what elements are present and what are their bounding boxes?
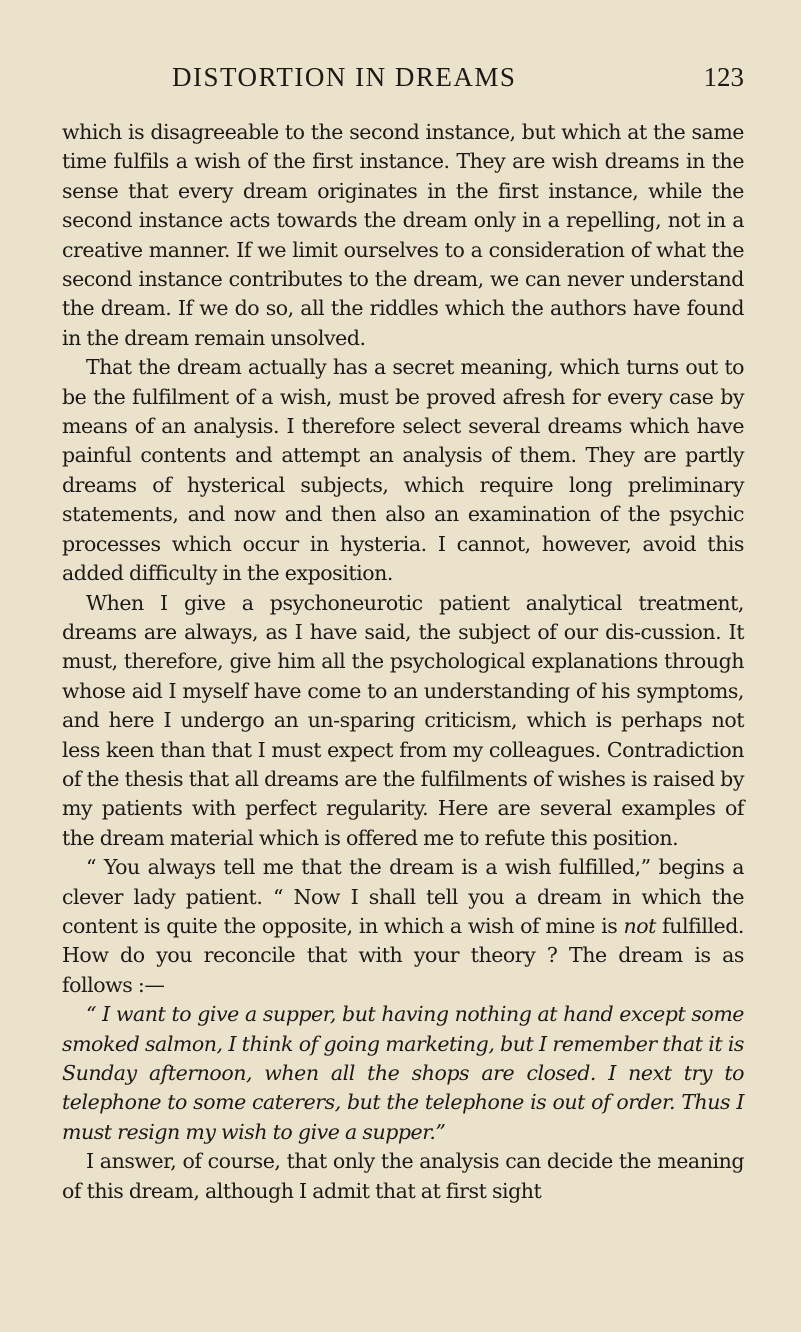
paragraph-lady-patient-end: fulfilled. How do you reconcile that with your theory ? The dream is as follows :— xyxy=(62,913,744,997)
page-number: 123 xyxy=(703,62,744,92)
emphasis-not: not xyxy=(623,913,656,938)
running-head xyxy=(72,62,744,102)
paragraph-secret-meaning: That the dream actually has a secret meaning, which turns out to be the fulfilment of a wish, must be proved afresh for every case by means of an analysis. I therefore select several dreams which have painful contents and attempt an analysis of them. They are partly dreams of hysterical subjects, which require long preliminary statements, and now and then also an examination of the psychic processes which occur in hysteria. I cannot, however, avoid this added difficulty in the exposition. xyxy=(62,355,744,586)
paragraph-lady-patient-start: “ You always tell me that the dream is a wish fulfilled,” begins a clever lady patient. “ Now I shall tell you a dream in which the content is quite the opposite, in which a wish of mine is xyxy=(62,855,744,938)
paragraph-psychoneurotic-patient: When I give a psychoneurotic patient analytical treatment, dreams are always, as I have said, the subject of our dis-cussion. It must, therefore, give him all the psychological explanations through whose aid I myself have come to an understanding of his symptoms, and here I undergo an un-sparing criticism, which is perhaps not less keen than that I must expect from my colleagues. Contradiction of the thesis that all dreams are the fulfilments of wishes is raised by my patients with perfect regularity. Here are several examples of the dream material which is offered me to refute this position. xyxy=(62,590,744,850)
paragraph-continuation: which is disagreeable to the second instance, but which at the same time fulfils a wish of the first instance. They are wish dreams in the sense that every dream originates in the first instance, while the second instance acts towards the dream only in a repelling, not in a creative manner. If we limit ourselves to a consideration of what the second instance contributes to the dream, we can never understand the dream. If we do so, all the riddles which the authors have found in the dream remain unsolved. xyxy=(62,120,744,350)
chapter-running-title: DISTORTION IN DREAMS xyxy=(172,62,517,92)
dream-quote-supper: “ I want to give a supper, but having nothing at hand except some smoked salmon, I think of going marketing, but I remember that it is Sunday afternoon, when all the shops are closed. I next try to telephone to some caterers, but the telephone is out of order. Thus I must resign my wish to give a supper.” xyxy=(62,1002,744,1144)
body-text xyxy=(62,118,744,1206)
paragraph-lady-patient xyxy=(62,853,744,1000)
paragraph-answer: I answer, of course, that only the analysis can decide the meaning of this dream, although I admit that at first sight xyxy=(62,1149,744,1203)
